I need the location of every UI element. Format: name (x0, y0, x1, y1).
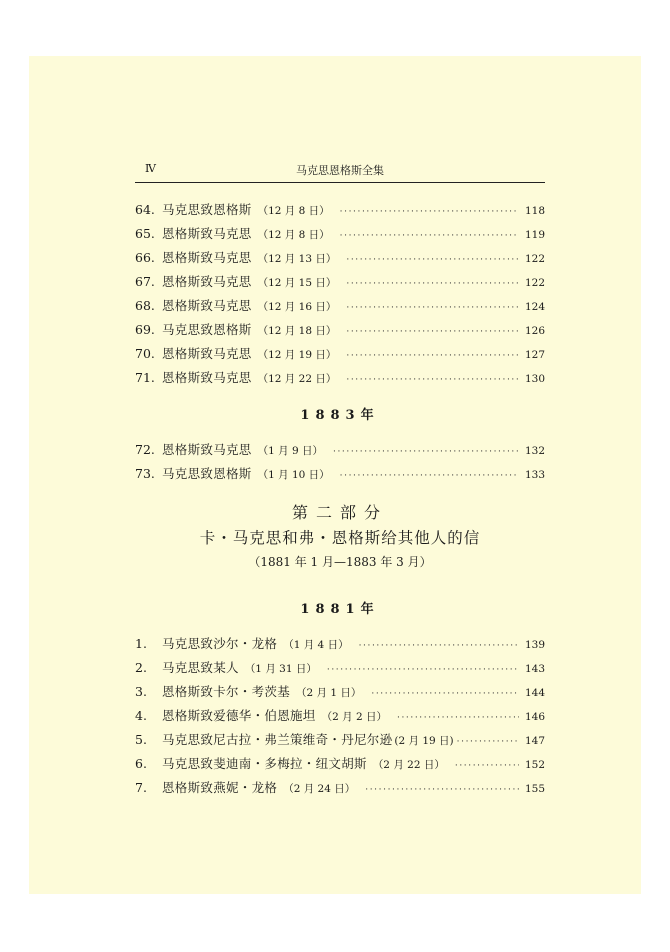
entry-title: 恩格斯致马克思 (162, 298, 252, 313)
dot-leader (455, 761, 519, 771)
entry-title: 恩格斯致马克思 (162, 346, 252, 361)
entry-page: 143 (524, 663, 545, 675)
entry-number: 73. (135, 466, 155, 481)
entry-number: 67. (135, 274, 155, 289)
dot-leader (457, 737, 519, 747)
dot-leader (346, 327, 519, 337)
entry-title: 马克思致恩格斯 (162, 322, 252, 337)
dot-leader (340, 471, 519, 481)
entry-number: 3. (135, 684, 147, 699)
entry-title: 马克思致斐迪南・多梅拉・纽文胡斯 (162, 756, 367, 771)
entry-number: 70. (135, 346, 155, 361)
toc-entry[interactable] (135, 320, 545, 338)
entry-title: 恩格斯致马克思 (162, 370, 252, 385)
entry-number: 7. (135, 780, 147, 795)
dot-leader (346, 375, 519, 385)
entry-page: 152 (524, 759, 545, 771)
part-subtitle: 卡・马克思和弗・恩格斯给其他人的信 (199, 529, 481, 547)
entry-title: 恩格斯致马克思 (162, 226, 252, 241)
entry-page: 124 (524, 301, 545, 313)
entry-title: 恩格斯致卡尔・考茨基 (162, 684, 291, 699)
entry-page: 122 (524, 277, 545, 289)
entry-date: （12 月 8 日） (257, 229, 330, 241)
toc-entry[interactable] (135, 200, 545, 218)
dot-leader (333, 447, 519, 457)
entry-title: 马克思致某人 (162, 660, 239, 675)
entry-date: （12 月 16 日） (257, 301, 337, 313)
toc-entry[interactable] (135, 754, 545, 772)
dot-leader (365, 785, 519, 795)
entry-number: 6. (135, 756, 147, 771)
page-number: Ⅳ (145, 162, 156, 175)
entry-page: 118 (524, 205, 545, 217)
entry-date: （2 月 24 日） (283, 783, 356, 795)
toc-entry[interactable] (135, 368, 545, 386)
book-title: 马克思恩格斯全集 (296, 164, 384, 177)
entry-number: 69. (135, 322, 155, 337)
entry-date: （1 月 9 日） (257, 445, 323, 457)
entry-page: 127 (524, 349, 545, 361)
dot-leader (346, 279, 519, 289)
running-header (135, 162, 545, 183)
dot-leader (327, 665, 519, 675)
entry-title: 恩格斯致马克思 (162, 442, 252, 457)
toc-entry[interactable] (135, 344, 545, 362)
entry-date: （1 月 10 日） (257, 469, 330, 481)
entry-number: 5. (135, 732, 147, 747)
entry-number: 71. (135, 370, 155, 385)
entry-date: (2 月 19 日) (394, 735, 454, 747)
entry-number: 4. (135, 708, 147, 723)
entry-date: （2 月 2 日） (321, 711, 387, 723)
entry-date: （12 月 18 日） (257, 325, 337, 337)
entry-date: （1 月 4 日） (283, 639, 349, 651)
toc-entry[interactable] (135, 224, 545, 242)
entry-date: （12 月 22 日） (257, 373, 337, 385)
toc-entry[interactable] (135, 248, 545, 266)
dot-leader (346, 255, 519, 265)
entry-date: （2 月 22 日） (372, 759, 445, 771)
entry-page: 144 (524, 687, 545, 699)
entry-number: 65. (135, 226, 155, 241)
year-heading: 1883年 (300, 408, 380, 423)
entry-page: 126 (524, 325, 545, 337)
entry-page: 139 (524, 639, 545, 651)
entry-date: （2 月 1 日） (296, 687, 362, 699)
dot-leader (359, 641, 519, 651)
dot-leader (397, 713, 519, 723)
dot-leader (346, 351, 519, 361)
entry-page: 122 (524, 253, 545, 265)
entry-date: （12 月 15 日） (257, 277, 337, 289)
entry-title: 马克思致尼古拉・弗兰策维奇・丹尼尔逊 (162, 732, 393, 747)
entry-number: 1. (135, 636, 147, 651)
entry-title: 恩格斯致爱德华・伯恩施坦 (162, 708, 316, 723)
entry-number: 68. (135, 298, 155, 313)
dot-leader (346, 303, 519, 313)
entry-title: 马克思致恩格斯 (162, 202, 252, 217)
dot-leader (340, 231, 519, 241)
toc-entry[interactable] (135, 778, 545, 796)
toc-entry[interactable] (135, 658, 545, 676)
entry-date: （1 月 31 日） (244, 663, 317, 675)
entry-date: （12 月 8 日） (257, 205, 330, 217)
entry-title: 恩格斯致燕妮・龙格 (162, 780, 278, 795)
toc-entry[interactable] (135, 730, 545, 748)
entry-title: 马克思致恩格斯 (162, 466, 252, 481)
entry-number: 66. (135, 250, 155, 265)
entry-number: 64. (135, 202, 155, 217)
entry-page: 147 (524, 735, 545, 747)
entry-page: 132 (524, 445, 545, 457)
entry-page: 119 (524, 229, 545, 241)
entry-date: （12 月 13 日） (257, 253, 337, 265)
part-heading: 第二部分 (291, 503, 388, 522)
entry-page: 146 (524, 711, 545, 723)
toc-entry[interactable] (135, 440, 545, 458)
entry-title: 恩格斯致马克思 (162, 274, 252, 289)
toc-entry[interactable] (135, 272, 545, 290)
entry-page: 130 (524, 373, 545, 385)
entry-title: 马克思致沙尔・龙格 (162, 636, 278, 651)
toc-entry[interactable] (135, 634, 545, 652)
entry-date: （12 月 19 日） (257, 349, 337, 361)
entry-number: 2. (135, 660, 147, 675)
entry-page: 155 (524, 783, 545, 795)
entry-title: 恩格斯致马克思 (162, 250, 252, 265)
dot-leader (340, 207, 519, 217)
toc-entry[interactable] (135, 296, 545, 314)
entry-number: 72. (135, 442, 155, 457)
year-heading: 1881年 (300, 602, 380, 617)
toc-entry[interactable] (135, 464, 545, 482)
toc-entry[interactable] (135, 682, 545, 700)
dot-leader (371, 689, 519, 699)
entry-page: 133 (524, 469, 545, 481)
toc-entry[interactable] (135, 706, 545, 724)
part-date-range: （1881 年 1 月—1883 年 3 月） (248, 555, 432, 569)
